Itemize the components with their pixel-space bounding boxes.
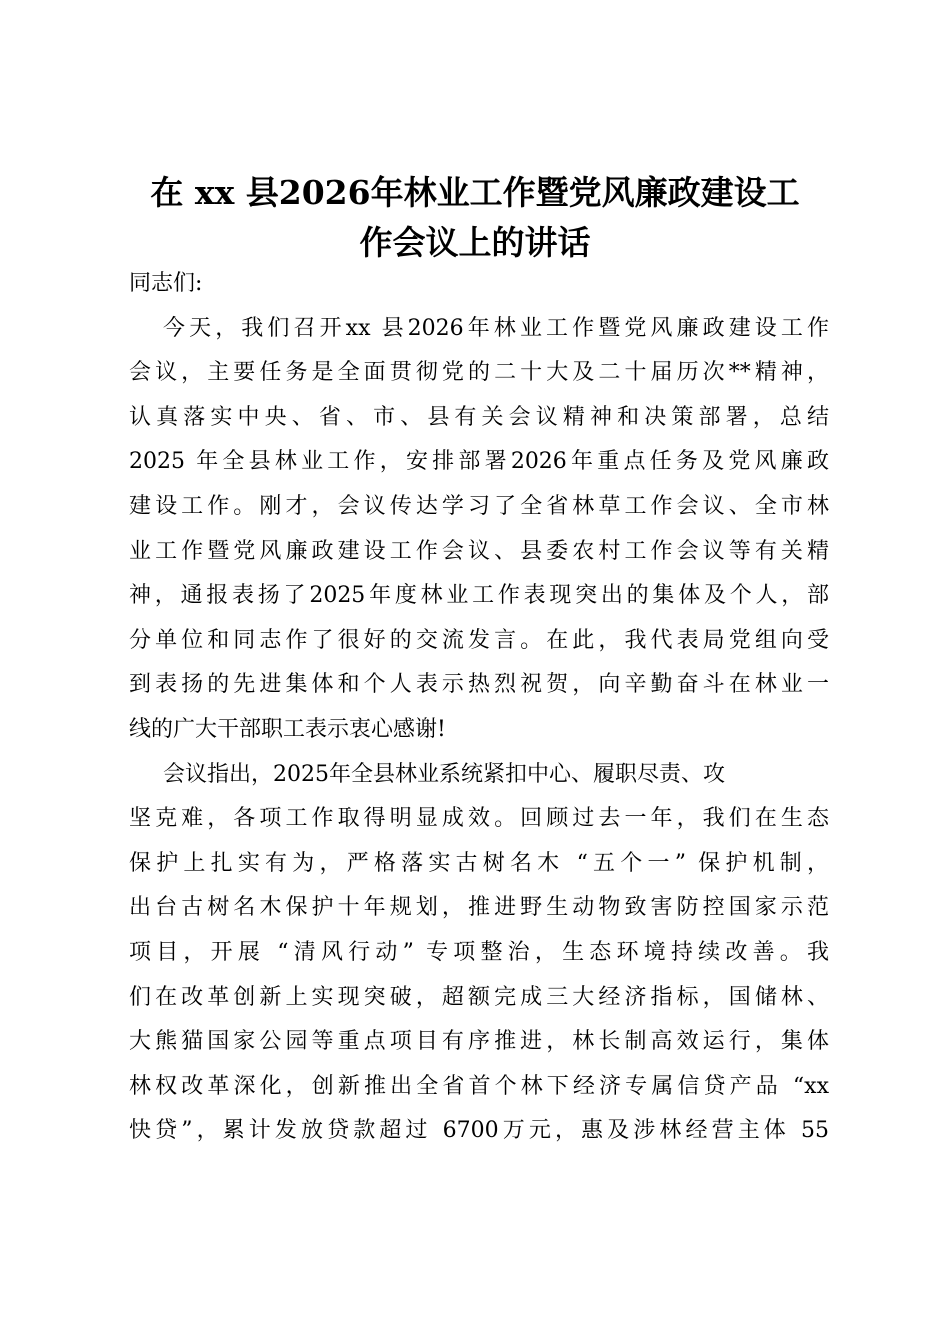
paragraph-line: 会议指出，2025年全县林业系统紧扣中心、履职尽责、攻 <box>163 761 725 787</box>
paragraph-line: 坚克难，各项工作取得明显成效。回顾过去一年，我们在生态 <box>129 806 829 832</box>
paragraph-line: 保护上扎实有为，严格落实古树名木 “五个一” 保护机制， <box>129 850 829 876</box>
paragraph-line: 神，通报表扬了2025年度林业工作表现突出的集体及个人，部 <box>129 583 829 609</box>
paragraph-line: 快贷”，累计发放贷款超过 6700万元，惠及涉林经营主体 55 <box>129 1118 829 1144</box>
paragraph-2 <box>129 753 829 1154</box>
paragraph-line: 会议，主要任务是全面贯彻党的二十大及二十届历次**精神， <box>129 360 829 386</box>
paragraph-line: 线的广大干部职工表示衷心感谢! <box>129 716 446 742</box>
paragraph-line: 今天，我们召开xx 县2026年林业工作暨党风廉政建设工作 <box>163 315 829 341</box>
paragraph-line: 分单位和同志作了很好的交流发言。在此，我代表局党组向受 <box>129 627 829 653</box>
paragraph-line: 业工作暨党风廉政建设工作会议、县委农村工作会议等有关精 <box>129 538 829 564</box>
salutation: 同志们: <box>129 271 203 296</box>
title-line-2: 作会议上的讲话 <box>359 223 591 262</box>
document-title <box>100 168 850 268</box>
paragraph-line: 建设工作。刚才，会议传达学习了全省林草工作会议、全市林 <box>129 493 829 519</box>
paragraph-line: 认真落实中央、省、市、县有关会议精神和决策部署，总结 <box>129 404 829 430</box>
paragraph-line: 林权改革深化，创新推出全省首个林下经济专属信贷产品 “xx <box>129 1073 829 1099</box>
paragraph-line: 项目，开展 “清风行动” 专项整治，生态环境持续改善。我 <box>129 939 829 965</box>
document-body <box>129 262 829 1154</box>
paragraph-line: 2025 年全县林业工作，安排部署2026年重点任务及党风廉政 <box>129 449 829 475</box>
paragraph-line: 们在改革创新上实现突破，超额完成三大经济指标，国储林、 <box>129 984 829 1010</box>
paragraph-line: 大熊猫国家公园等重点项目有序推进，林长制高效运行，集体 <box>129 1029 829 1055</box>
title-line-1: 在 xx 县2026年林业工作暨党风廉政建设工 <box>150 173 800 212</box>
paragraph-line: 出台古树名木保护十年规划，推进野生动物致害防控国家示范 <box>129 895 829 921</box>
paragraph-1 <box>129 307 829 753</box>
paragraph-line: 到表扬的先进集体和个人表示热烈祝贺，向辛勤奋斗在林业一 <box>129 672 829 698</box>
